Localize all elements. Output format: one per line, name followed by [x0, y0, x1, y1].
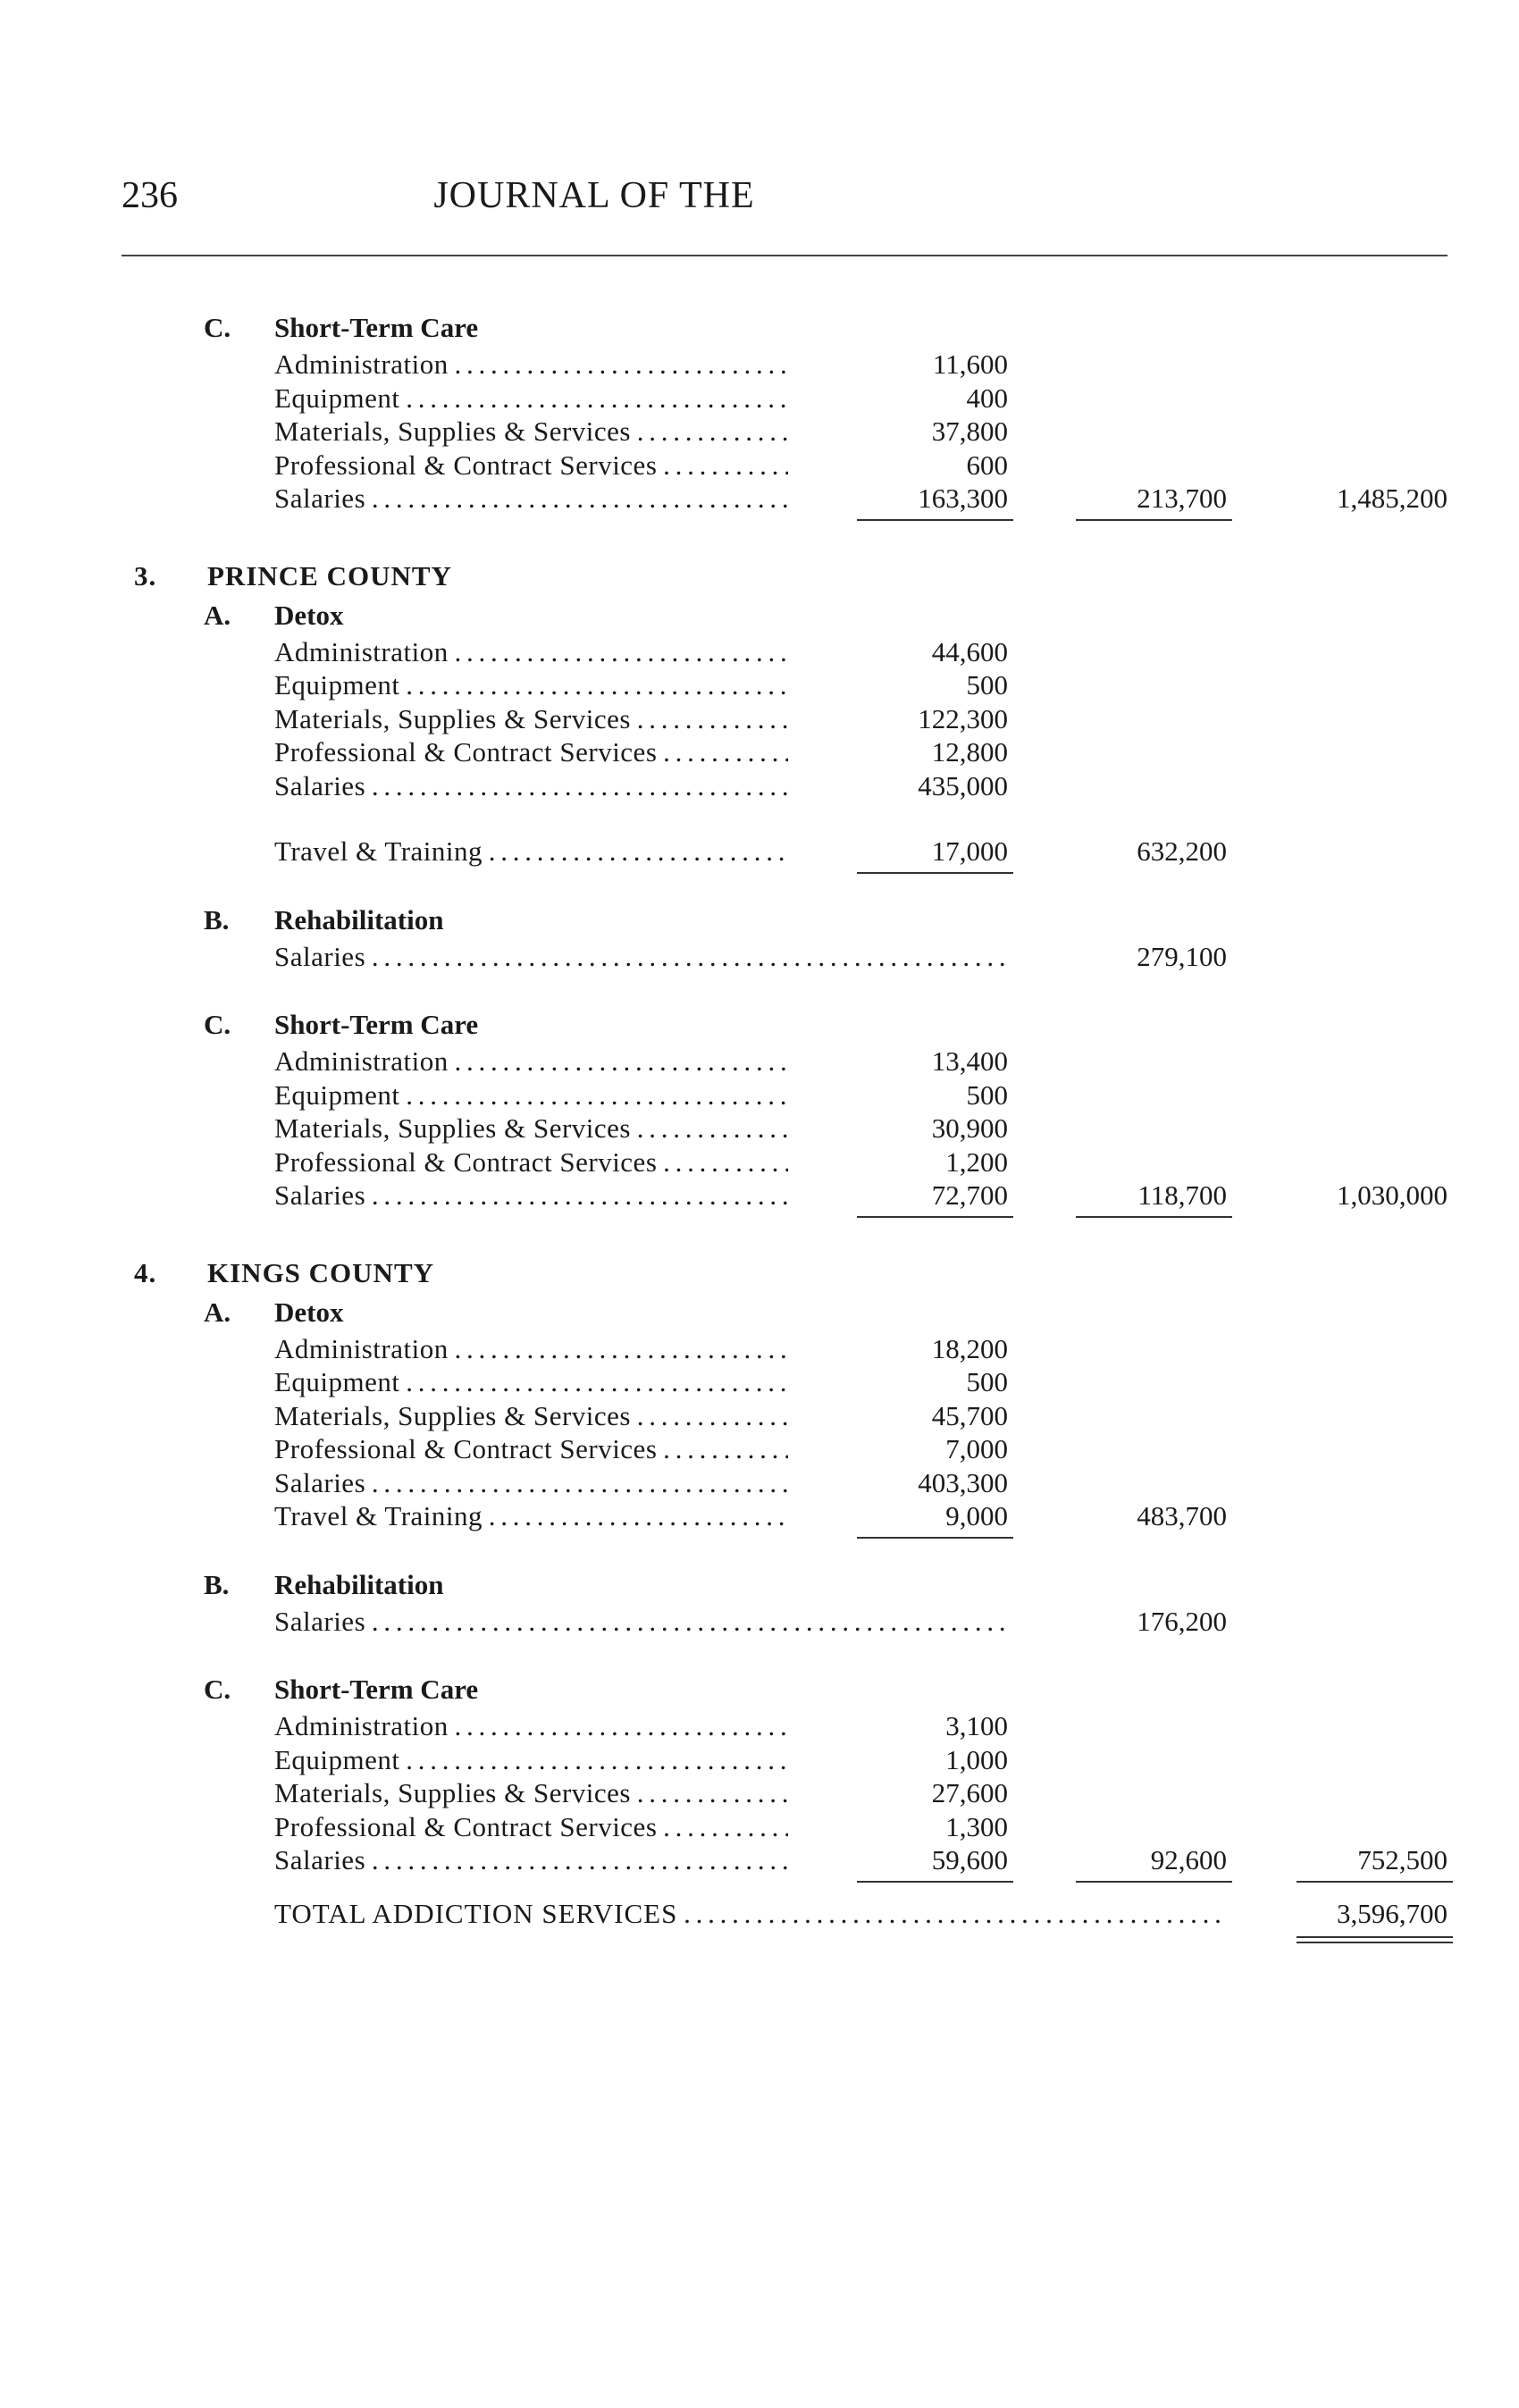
line-item [0, 1045, 1519, 1078]
line-item [0, 1078, 1519, 1112]
section-letter: A. [204, 1296, 231, 1328]
line-item [0, 415, 1519, 449]
item-amount: 12,800 [931, 736, 1008, 768]
line-item [0, 1332, 1519, 1366]
item-label: Administration . . . [274, 1332, 788, 1366]
item-label: Equipment . . . [274, 382, 788, 415]
line-item [0, 1743, 1519, 1777]
item-label: Administration . . . [274, 635, 788, 669]
item-label: Salaries . . . [274, 940, 1012, 974]
section-title: Short-Term Care [274, 1009, 479, 1040]
line-item [0, 1179, 1519, 1212]
line-item [0, 635, 1519, 669]
item-label: Administration . . . [274, 348, 788, 382]
page-header [0, 174, 1519, 237]
county-total: 752,500 [1269, 1843, 1448, 1877]
item-amount: 30,900 [931, 1112, 1008, 1144]
county-heading [0, 557, 1519, 596]
line-item [0, 735, 1519, 769]
line-item [0, 1843, 1519, 1877]
line-item [0, 1466, 1519, 1500]
line-item [0, 769, 1519, 803]
item-label: Administration . . . [274, 1709, 788, 1743]
line-item [0, 1399, 1519, 1433]
item-amount: 600 [966, 449, 1008, 481]
section-heading [0, 1005, 1519, 1045]
line-item [0, 1365, 1519, 1399]
item-label: Travel & Training . . . [274, 835, 788, 868]
item-amount: 17,000 [847, 835, 1008, 868]
line-item [0, 702, 1519, 736]
line-item [0, 1145, 1519, 1179]
item-label: Equipment . . . [274, 1078, 788, 1112]
item-amount: 11,600 [932, 348, 1008, 380]
line-item [0, 835, 1519, 868]
grand-total-label: TOTAL ADDICTION SERVICES . . . [274, 1897, 1227, 1931]
journal-title: JOURNAL OF THE [433, 175, 755, 216]
section-title: Short-Term Care [274, 312, 479, 343]
item-amount: 7,000 [945, 1433, 1008, 1464]
item-amount: 403,300 [918, 1466, 1008, 1498]
line-item [0, 1112, 1519, 1145]
grand-total-row [0, 1897, 1519, 1931]
section-heading [0, 1670, 1519, 1709]
section-title: Rehabilitation [274, 1568, 444, 1600]
item-label: Equipment . . . [274, 1743, 788, 1777]
header-rule [122, 255, 1448, 256]
section-letter: C. [204, 1674, 231, 1705]
line-item [0, 1432, 1519, 1466]
item-amount: 400 [966, 382, 1008, 414]
item-label: Salaries . . . [274, 1843, 788, 1877]
item-amount: 435,000 [918, 769, 1008, 801]
item-amount: 163,300 [847, 482, 1008, 516]
grand-total-amount: 3,596,700 [1269, 1897, 1448, 1931]
item-label: Materials, Supplies & Services . . . [274, 702, 788, 736]
item-amount: 45,700 [931, 1399, 1008, 1431]
item-label: Equipment . . . [274, 668, 788, 702]
line-item [0, 1776, 1519, 1810]
section-title: Rehabilitation [274, 903, 444, 936]
item-label: Professional & Contract Services . . . [274, 1810, 788, 1844]
section-letter: B. [204, 1568, 230, 1600]
item-label: Travel & Training . . . [274, 1499, 788, 1533]
item-label: Professional & Contract Services . . . [274, 1145, 788, 1179]
line-item [0, 482, 1519, 516]
county-total: 1,485,200 [1337, 482, 1448, 514]
county-title: KINGS COUNTY [207, 1256, 435, 1288]
section-heading [0, 596, 1519, 635]
section-heading [0, 1565, 1519, 1605]
item-amount: 500 [966, 669, 1008, 701]
item-amount: 44,600 [931, 635, 1008, 667]
line-item [0, 940, 1519, 974]
section-title: Short-Term Care [274, 1674, 479, 1705]
item-amount: 1,300 [945, 1810, 1008, 1842]
item-label: Professional & Contract Services . . . [274, 1432, 788, 1466]
budget-table [0, 308, 1519, 1930]
line-item [0, 1810, 1519, 1844]
item-label: Professional & Contract Services . . . [274, 449, 788, 482]
section-letter: C. [204, 312, 231, 343]
item-amount: 72,700 [847, 1179, 1008, 1212]
item-label: Salaries . . . [274, 769, 788, 803]
item-amount: 27,600 [931, 1777, 1008, 1808]
item-amount: 500 [966, 1366, 1008, 1397]
section-title: Detox [274, 1296, 344, 1328]
item-amount: 9,000 [847, 1499, 1008, 1533]
line-item [0, 348, 1519, 382]
section-subtotal: 632,200 [1137, 835, 1227, 867]
section-title: Detox [274, 599, 344, 631]
item-label: Materials, Supplies & Services . . . [274, 415, 788, 449]
item-label: Equipment . . . [274, 1365, 788, 1399]
line-item [0, 668, 1519, 702]
line-item [0, 1499, 1519, 1533]
item-amount: 500 [966, 1078, 1008, 1111]
line-item [0, 449, 1519, 482]
county-number: 3. [134, 559, 157, 592]
section-subtotal: 92,600 [1066, 1843, 1227, 1877]
section-subtotal: 176,200 [1137, 1605, 1227, 1637]
item-amount: 18,200 [931, 1332, 1008, 1364]
county-total: 1,030,000 [1337, 1179, 1448, 1211]
item-label: Salaries . . . [274, 482, 788, 516]
line-item [0, 1709, 1519, 1743]
item-amount: 1,200 [945, 1145, 1008, 1178]
item-label: Salaries . . . [274, 1179, 788, 1212]
county-number: 4. [134, 1256, 157, 1288]
section-heading [0, 901, 1519, 940]
item-label: Materials, Supplies & Services . . . [274, 1399, 788, 1433]
county-heading [0, 1254, 1519, 1293]
section-letter: A. [204, 599, 231, 631]
item-label: Salaries . . . [274, 1605, 1012, 1639]
item-label: Materials, Supplies & Services . . . [274, 1112, 788, 1145]
section-letter: C. [204, 1009, 231, 1040]
item-amount: 37,800 [931, 415, 1008, 447]
item-amount: 122,300 [918, 702, 1008, 734]
item-label: Materials, Supplies & Services . . . [274, 1776, 788, 1810]
county-title: PRINCE COUNTY [207, 559, 452, 592]
item-amount: 59,600 [847, 1843, 1008, 1877]
section-heading [0, 1293, 1519, 1332]
item-label: Administration . . . [274, 1045, 788, 1078]
item-amount: 3,100 [945, 1710, 1008, 1741]
item-amount: 13,400 [931, 1045, 1008, 1077]
item-amount: 1,000 [945, 1743, 1008, 1775]
section-heading [0, 308, 1519, 348]
section-subtotal: 118,700 [1066, 1179, 1227, 1212]
item-label: Professional & Contract Services . . . [274, 735, 788, 769]
section-letter: B. [204, 903, 230, 936]
page-number: 236 [122, 175, 178, 216]
item-label: Salaries . . . [274, 1466, 788, 1500]
section-subtotal: 279,100 [1137, 940, 1227, 972]
section-subtotal: 483,700 [1137, 1500, 1227, 1531]
line-item [0, 382, 1519, 415]
line-item [0, 1605, 1519, 1639]
section-subtotal: 213,700 [1066, 482, 1227, 516]
